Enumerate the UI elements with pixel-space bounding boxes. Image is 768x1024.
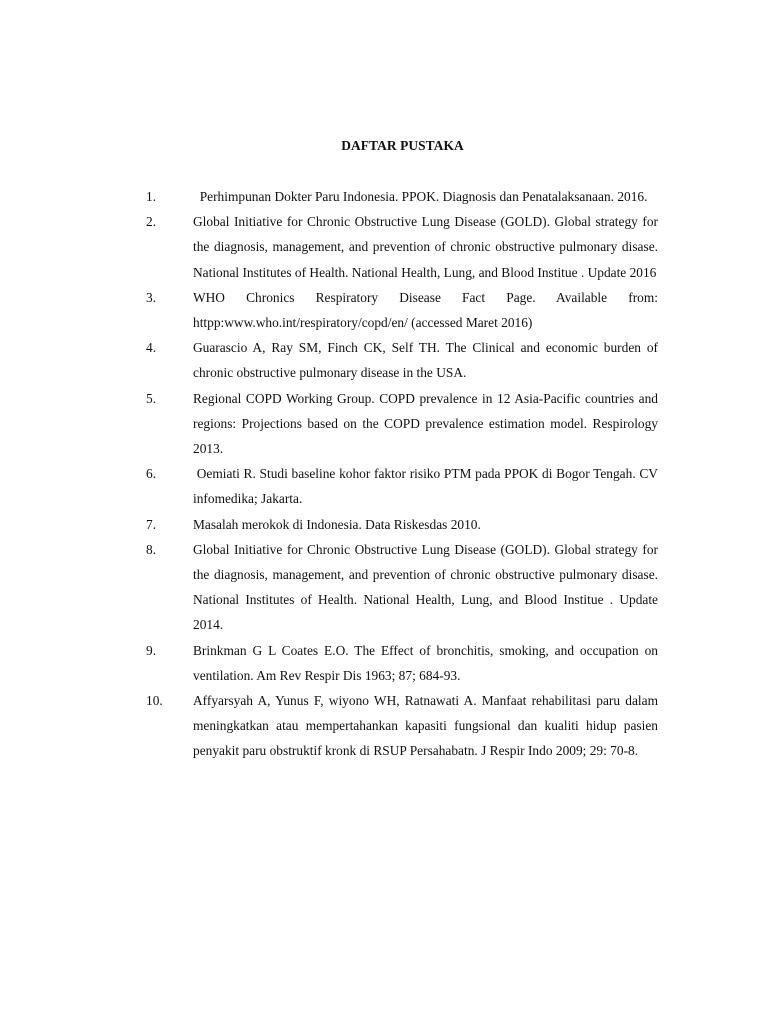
reference-text: Global Initiative for Chronic Obstructive Lung Disease (GOLD). Global strategy for the diagnosis, management, and prevention of chronic obstructive pulmonary disase. National Institutes of Health. National Health, Lung, and Blood Institue . Update 2016 xyxy=(193,214,658,280)
reference-number: 6. xyxy=(146,466,157,482)
reference-number: 1. xyxy=(146,189,157,204)
reference-list xyxy=(146,184,662,764)
page-title: DAFTAR PUSTAKA xyxy=(341,138,464,153)
reference-text: Masalah merokok di Indonesia. Data Riskesdas 2010. xyxy=(193,516,481,532)
reference-number: 5. xyxy=(146,390,157,406)
reference-item xyxy=(146,537,658,638)
reference-text: Regional COPD Working Group. COPD prevalence in 12 Asia-Pacific countries and regions: Projections based on the COPD prevalence estimation model. Respirology 2013. xyxy=(193,390,658,457)
reference-item xyxy=(146,335,658,385)
reference-item xyxy=(146,184,658,209)
reference-number: 2. xyxy=(146,214,157,230)
reference-number: 4. xyxy=(146,340,157,356)
reference-text: WHO Chronics Respiratory Disease Fact Page. Available from: httpp:www.who.int/respiratory/copd/en/ (accessed Maret 2016) xyxy=(193,289,658,331)
reference-text: Perhimpunan Dokter Paru Indonesia. PPOK. Diagnosis dan Penatalaksanaan. 2016. xyxy=(193,189,648,204)
reference-item xyxy=(146,386,658,462)
reference-text: Global Initiative for Chronic Obstructive Lung Disease (GOLD). Global strategy for the diagnosis, management, and prevention of chronic obstructive pulmonary disase. National Institutes of Health. National Health, Lung, and Blood Institue . Update 2014. xyxy=(193,541,658,633)
reference-number: 10. xyxy=(146,693,163,709)
reference-item xyxy=(146,461,662,511)
reference-text: Oemiati R. Studi baseline kohor faktor risiko PTM pada PPOK di Bogor Tengah. CV infomedika; Jakarta. xyxy=(193,466,662,507)
reference-item xyxy=(146,688,658,764)
reference-text: Affyarsyah A, Yunus F, wiyono WH, Ratnawati A. Manfaat rehabilitasi paru dalam meningkatkan atau mempertahankan kapasiti fungsional dan kualiti hidup pasien penyakit paru obstruktif kronk di RSUP Persahabatn. J Respir Indo 2009; 29: 70-8. xyxy=(193,693,658,759)
reference-text: Guarascio A, Ray SM, Finch CK, Self TH. The Clinical and economic burden of chronic obstructive pulmonary disease in the USA. xyxy=(193,340,658,381)
reference-item xyxy=(146,512,658,537)
reference-item xyxy=(146,209,658,285)
reference-number: 8. xyxy=(146,541,157,557)
reference-item xyxy=(146,285,658,335)
reference-item xyxy=(146,638,658,688)
reference-number: 7. xyxy=(146,516,157,532)
reference-text: Brinkman G L Coates E.O. The Effect of bronchitis, smoking, and occupation on ventilation. Am Rev Respir Dis 1963; 87; 684-93. xyxy=(193,642,658,683)
reference-number: 3. xyxy=(146,289,157,305)
reference-number: 9. xyxy=(146,642,157,658)
